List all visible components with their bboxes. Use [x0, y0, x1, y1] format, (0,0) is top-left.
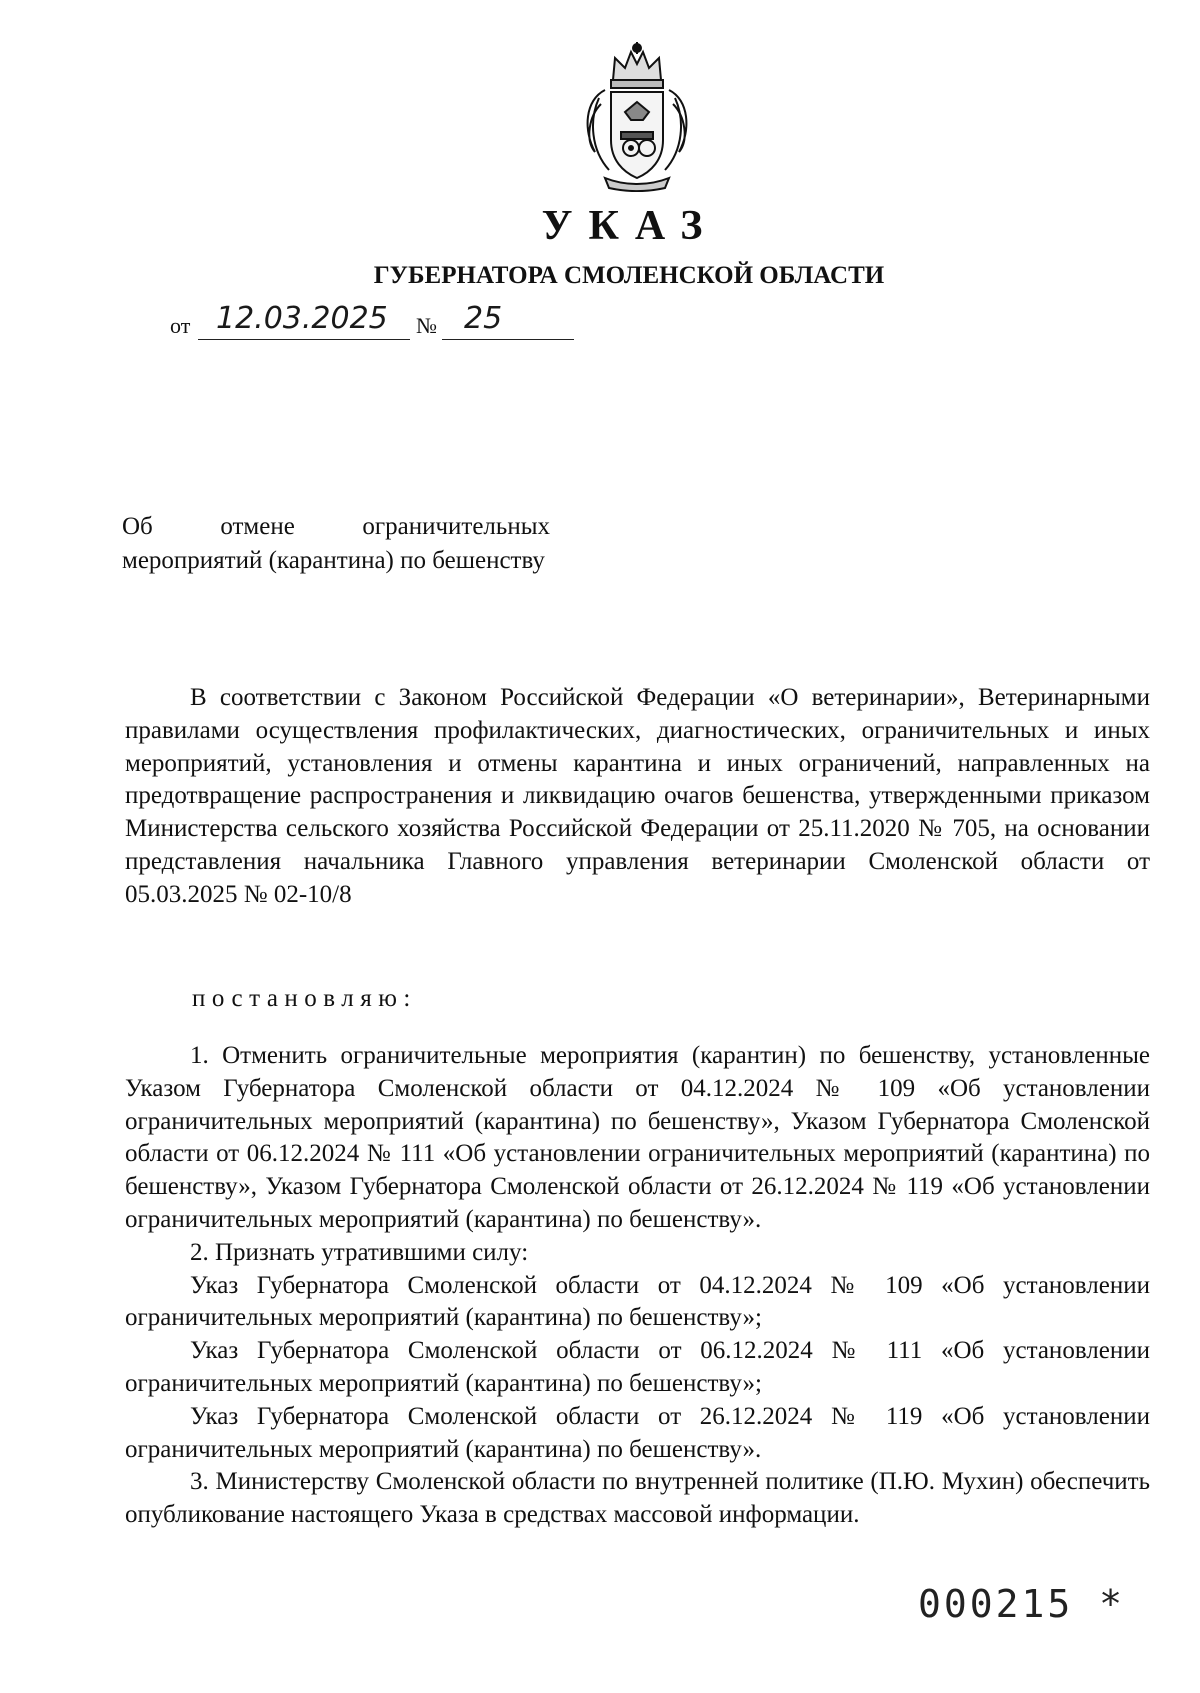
item-3: 3. Министерству Смоленской области по внутренней политике (П.Ю. Мухин) обеспечить опубликование настоящего Указа в средствах массовой информации.: [125, 1468, 1150, 1529]
document-issuer: ГУБЕРНАТОРА СМОЛЕНСКОЙ ОБЛАСТИ: [373, 262, 885, 289]
date-number-line: [170, 303, 610, 343]
date-handwritten: 12.03.2025: [216, 301, 388, 336]
item-2: 2. Признать утратившими силу:: [190, 1238, 529, 1266]
serial-number: 000215 *: [918, 1582, 1126, 1626]
number-handwritten: 25: [464, 301, 503, 336]
document-subject: Об отмене ограничительных мероприятий (карантина) по бешенству: [122, 513, 550, 574]
number-underline: [442, 339, 574, 340]
smolensk-coat-of-arms-icon: [575, 40, 699, 192]
decree-word: постановляю:: [192, 985, 417, 1012]
number-label: №: [416, 313, 437, 338]
date-underline: [198, 339, 410, 340]
preamble-paragraph: В соответствии с Законом Российской Федерации «О ветеринарии», Ветеринарными правилами осуществления профилактических, диагностических, ограничительных и иных мероприятий, установления и отмены карантина и иных ограничений, направленных на предотвращение распространения и ликвидацию очагов бешенства, утвержденными приказом Министерства сельского хозяйства Российской Федерации от 25.11.2020 № 705, на основании представления начальника Главного управления ветеринарии Смоленской области от 05.03.2025 № 02-10/8: [125, 684, 1150, 908]
decree-items: [125, 1040, 1150, 1532]
item-2-sub-1: Указ Губернатора Смоленской области от 04.12.2024 № 109 «Об установлении ограничительных мероприятий (карантина) по бешенству»;: [125, 1271, 1150, 1332]
item-2-sub-2: Указ Губернатора Смоленской области от 06.12.2024 № 111 «Об установлении ограничительных мероприятий (карантина) по бешенству»;: [125, 1337, 1150, 1397]
item-2-sub-3: Указ Губернатора Смоленской области от 26.12.2024 № 119 «Об установлении ограничительных мероприятий (карантина) по бешенству».: [125, 1402, 1150, 1463]
document-title: УКАЗ: [541, 203, 719, 249]
item-1: 1. Отменить ограничительные мероприятия (карантин) по бешенству, установленные Указом Губернатора Смоленской области от 04.12.2024 № 109 «Об установлении ограничительных мероприятий (карантина) по бешенству», Указом Губернатора Смоленской области от 06.12.2024 № 111 «Об установлении ограничительных мероприятий (карантина) по бешенству», Указом Губернатора Смоленской области от 26.12.2024 № 119 «Об установлении ограничительных мероприятий (карантина) по бешенству».: [125, 1042, 1150, 1233]
date-label: от: [170, 313, 191, 338]
